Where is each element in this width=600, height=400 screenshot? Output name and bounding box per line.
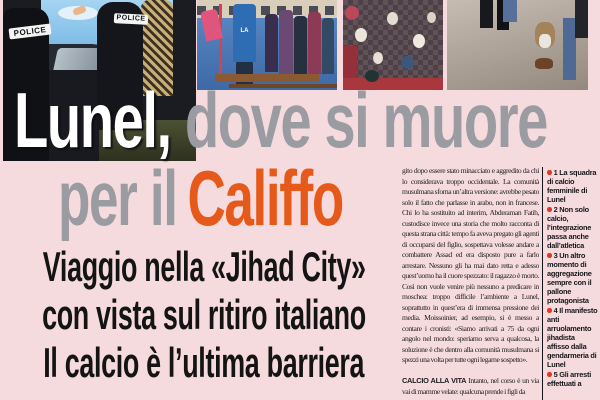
red-bullet-icon: [547, 372, 552, 377]
caption-number: 3: [553, 251, 558, 260]
caption-text: Non solo calcio, l’integrazione passa anche dall’atletica: [547, 205, 592, 250]
section-text: Intanto, nel corso è un via vai di mamme velate: qualcuna prende i figli da: [402, 376, 539, 396]
student-figure: [294, 16, 307, 74]
headline-word-lunel: Lunel,: [14, 76, 171, 164]
caption-number: 4: [553, 306, 558, 315]
caption-text: Il manifesto anti arruolamento jihadista affisso dalla gendarmeria di Lunel: [547, 306, 598, 369]
column-divider-rule: [542, 167, 543, 400]
caption-number: 5: [553, 370, 558, 379]
pedestrian-leg: [503, 0, 517, 22]
red-bullet-icon: [547, 308, 552, 313]
subheadline-line3: Il calcio è l’ultima barriera: [43, 339, 365, 386]
article-paragraph: gito dopo essere stato minacciato e aggredito da chi lo considerava troppo occidentale. La comunità musulmana sforna un’altra versione: avrebbe pesato solo il fatto che parlasse in arabo, non in francese. Chi lo ha sostituito ad interim, Abderaman Fatih, custodisce invece una storia che molto racconta di questa strana città: tempo fa aveva pregato gli agenti di occuparsi del figlio, sospettava volesse andare a combattere Assad ed era disposto pure a farlo arrestare. Nessuno gli ha mai dato retta e adesso quest’uomo ha il cuore spezzato: il ragazzo è morto. Così non vuole venire più nessuno a predicare in moschea: troppo difficile l’ambiente a Lunel, soprattutto in quest’era di immensa pressione dei media. Moissoinier, ad esempio, si è messo a contare i cronisti: «Siamo arrivati a 75 da ogni angolo nel mondo: speriamo serva a qualcosa, la soluzione è che dentro alla comunità musulmana si spezzi una volta per tutte ogni legame sospetto».: [402, 166, 539, 364]
student-figure: [279, 10, 293, 74]
police-badge: POLICE: [114, 13, 148, 25]
student-figure: [322, 18, 334, 74]
caption-item: [547, 168, 598, 204]
crowd-figure: [401, 56, 414, 69]
headline-califfo: Califfo: [187, 154, 343, 242]
red-bullet-icon: [547, 253, 552, 258]
caption-number: 1: [553, 168, 558, 177]
main-headline-line2: [58, 154, 343, 242]
pedestrian-leg: [480, 0, 493, 28]
red-stairs: [343, 46, 357, 80]
caption-item: [547, 251, 598, 305]
caption-text: Gli arresti effettuati a: [547, 370, 592, 388]
article-section-paragraph: [402, 376, 539, 397]
photo-captions-column: [547, 168, 598, 389]
shoulder-bag-detail: [539, 34, 551, 48]
subheadline-line2: con vista sul ritiro italiano: [42, 291, 366, 338]
caption-item: [547, 205, 598, 250]
red-bullet-icon: [547, 207, 552, 212]
police-badge: POLICE: [8, 23, 51, 39]
article-body-column: [402, 166, 539, 400]
caption-item: [547, 306, 598, 369]
caption-text: La squadra di calcio femminile di Lunel: [547, 168, 597, 204]
white-balloon: [427, 12, 436, 23]
red-pole: [219, 4, 222, 82]
student-figure: [308, 12, 321, 74]
caption-number: 2: [553, 205, 558, 214]
headline-per-il: per il: [58, 154, 177, 242]
coach-figure: LA: [233, 4, 256, 62]
white-balloon: [387, 12, 398, 25]
headline-rest: dove si muore: [170, 76, 547, 164]
white-balloon: [413, 34, 425, 48]
red-bullet-icon: [547, 170, 552, 175]
crowd-figure: [345, 6, 359, 20]
brown-shoe: [535, 58, 553, 69]
section-lead: CALCIO ALLA VITA: [402, 376, 467, 385]
caption-item: [547, 370, 598, 388]
pedestrian-leg: [575, 0, 588, 38]
subheadline-line1: Viaggio nella «Jihad City»: [42, 243, 366, 290]
student-figure: [265, 14, 278, 72]
caption-text: Un altro momento di aggregazione sempre con il pallone protagonista: [547, 251, 592, 305]
main-headline-line1: [14, 76, 547, 164]
white-balloon: [355, 28, 367, 42]
white-balloon: [373, 52, 383, 64]
